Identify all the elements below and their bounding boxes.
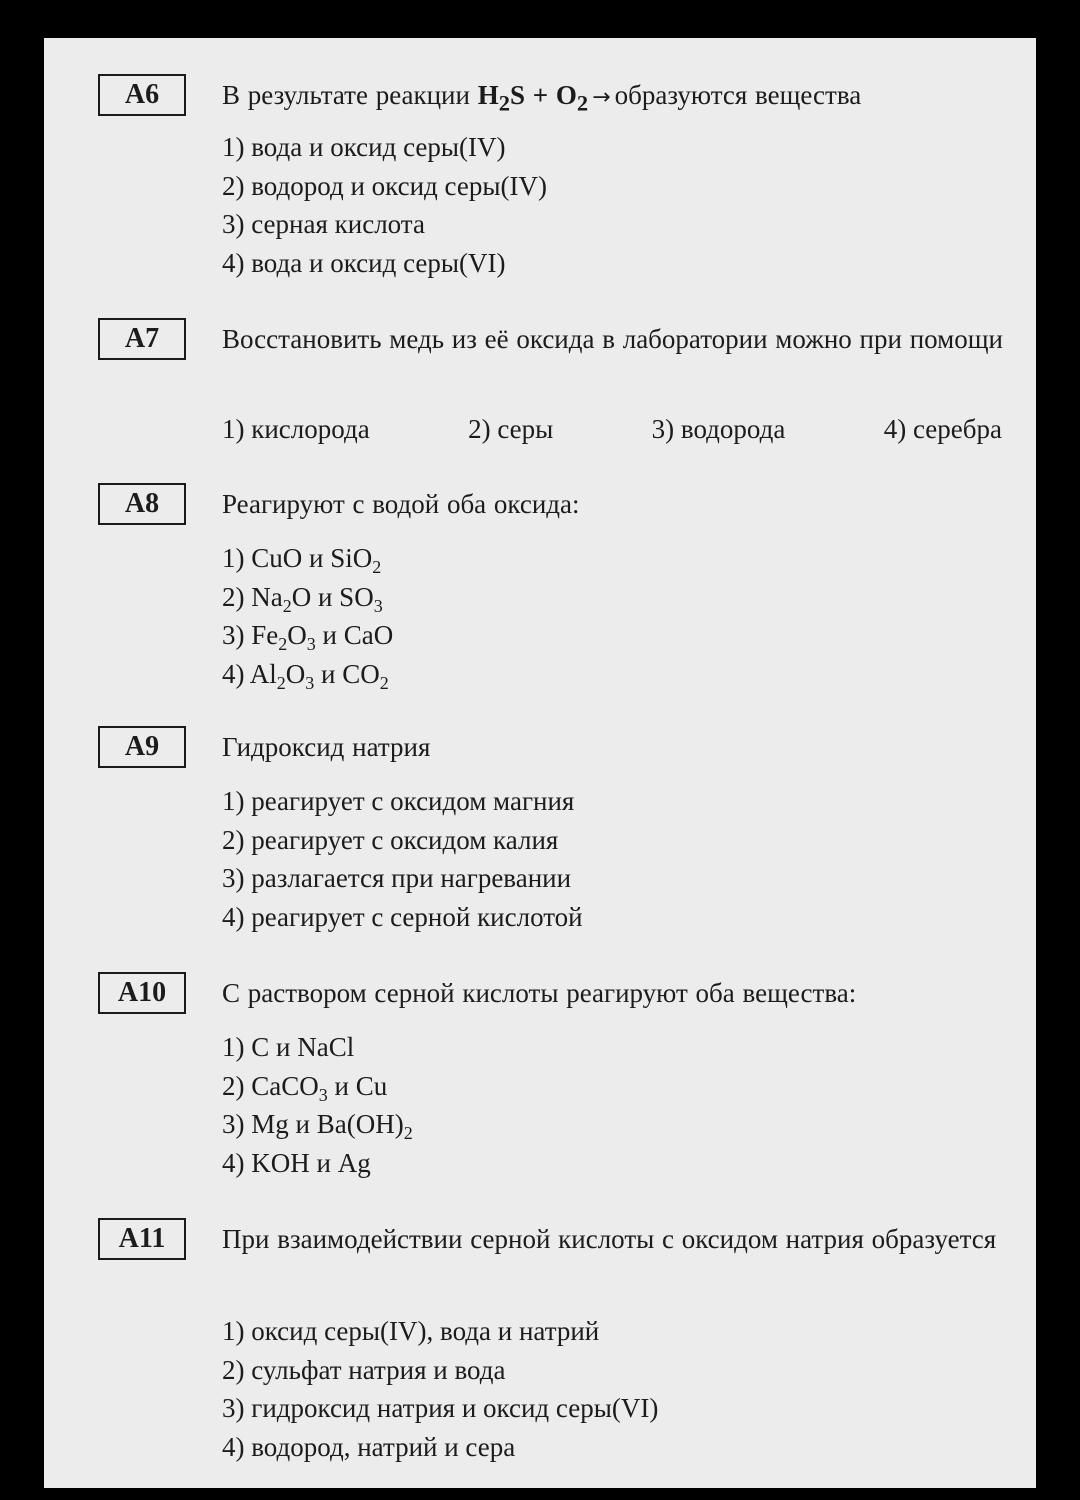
option[interactable]: 3) гидроксид натрия и оксид серы(VI) bbox=[222, 1393, 659, 1423]
formula-text: CaCO bbox=[251, 1070, 319, 1101]
option[interactable]: 1) вода и оксид серы(IV) bbox=[222, 132, 506, 162]
option[interactable] bbox=[222, 655, 1002, 694]
formula-text: Al bbox=[249, 658, 277, 689]
subscript: 2 bbox=[278, 634, 288, 654]
option[interactable]: 2) реагирует с оксидом калия bbox=[222, 824, 559, 855]
formula-text: C и NaCl bbox=[251, 1032, 355, 1062]
option-number: 3) bbox=[222, 620, 245, 650]
option[interactable]: 1) кислорода bbox=[222, 414, 370, 444]
formula-text: O и SO bbox=[291, 581, 374, 612]
question-text: Восстановить медь из её оксида в лаборатории можно при помощи bbox=[222, 324, 1003, 354]
task-label: A10 bbox=[98, 972, 186, 1014]
formula-text: O bbox=[287, 620, 307, 650]
formula-text: O bbox=[285, 658, 306, 689]
formula-text: и CO bbox=[314, 658, 380, 689]
option-number: 2) bbox=[222, 1070, 245, 1101]
question-text: С раствором серной кислоты реагируют оба вещества: bbox=[222, 978, 857, 1008]
worksheet-page bbox=[44, 38, 1036, 1488]
arrow-icon: → bbox=[592, 85, 611, 110]
option[interactable]: 3) разлагается при нагревании bbox=[222, 863, 572, 893]
formula-text: Mg и Ba(OH) bbox=[251, 1109, 404, 1139]
question-text: Реагируют с водой оба оксида: bbox=[222, 489, 580, 519]
option[interactable]: 2) серы bbox=[468, 414, 554, 444]
answer-options bbox=[222, 128, 1002, 282]
option[interactable]: 3) серная кислота bbox=[222, 209, 425, 239]
subscript: 3 bbox=[373, 595, 383, 616]
option[interactable]: 1) оксид серы(IV), вода и натрий bbox=[222, 1316, 600, 1346]
answer-options bbox=[222, 1312, 1002, 1466]
formula-text: и CaO bbox=[315, 620, 394, 650]
reaction-formula: $H_2S + O_2$ bbox=[477, 80, 589, 116]
option[interactable] bbox=[222, 1105, 1002, 1144]
answer-options bbox=[222, 782, 1002, 936]
answer-options bbox=[222, 539, 1002, 693]
option-number: 1) bbox=[222, 1032, 245, 1062]
option[interactable] bbox=[222, 578, 1002, 617]
subscript: 3 bbox=[318, 1084, 328, 1105]
option[interactable] bbox=[222, 616, 1002, 655]
option[interactable] bbox=[222, 1144, 1002, 1183]
subscript: 2 bbox=[276, 672, 286, 693]
question-text: При взаимодействии серной кислоты с оксидом натрия образуется bbox=[222, 1224, 997, 1254]
option-number: 4) bbox=[222, 658, 245, 689]
option[interactable] bbox=[222, 539, 1002, 578]
subscript: 3 bbox=[305, 672, 315, 693]
question-post: образуются вещества bbox=[614, 80, 862, 110]
option-number: 2) bbox=[222, 581, 245, 612]
formula-text: Fe bbox=[251, 620, 279, 650]
formula-text: и Cu bbox=[327, 1070, 388, 1101]
option[interactable]: 4) вода и оксид серы(VI) bbox=[222, 247, 506, 278]
answer-options bbox=[222, 1028, 1002, 1182]
option[interactable]: 1) реагирует с оксидом магния bbox=[222, 786, 575, 816]
option[interactable] bbox=[222, 1067, 1002, 1106]
question-pre: В результате реакции bbox=[222, 80, 470, 110]
subscript: 3 bbox=[306, 634, 316, 654]
subscript: 2 bbox=[282, 595, 292, 616]
formula-text: Na bbox=[251, 581, 283, 612]
option[interactable] bbox=[222, 1028, 1002, 1067]
task-label: A11 bbox=[98, 1218, 186, 1260]
question-text bbox=[222, 76, 1004, 122]
formula-text: KOH и Ag bbox=[251, 1147, 371, 1178]
task-label: A8 bbox=[98, 483, 186, 525]
task-label: A6 bbox=[98, 74, 186, 116]
option[interactable]: 2) сульфат натрия и вода bbox=[222, 1354, 506, 1385]
subscript: 2 bbox=[403, 1123, 413, 1143]
option-number: 1) bbox=[222, 543, 245, 573]
answer-options bbox=[222, 410, 1002, 448]
option[interactable]: 4) водород, натрий и сера bbox=[222, 1431, 516, 1462]
subscript: 2 bbox=[372, 557, 382, 577]
option-number: 4) bbox=[222, 1147, 245, 1178]
option-number: 3) bbox=[222, 1109, 245, 1139]
task-label: A9 bbox=[98, 726, 186, 768]
task-label: A7 bbox=[98, 318, 186, 360]
formula-text: CuO и SiO bbox=[251, 543, 373, 573]
option[interactable]: 2) водород и оксид серы(IV) bbox=[222, 170, 547, 201]
question-text: Гидроксид натрия bbox=[222, 732, 431, 762]
option[interactable]: 4) реагирует с серной кислотой bbox=[222, 901, 583, 932]
option[interactable]: 3) водорода bbox=[651, 414, 786, 444]
option[interactable]: 4) серебра bbox=[883, 414, 1002, 444]
subscript: 2 bbox=[379, 672, 389, 693]
